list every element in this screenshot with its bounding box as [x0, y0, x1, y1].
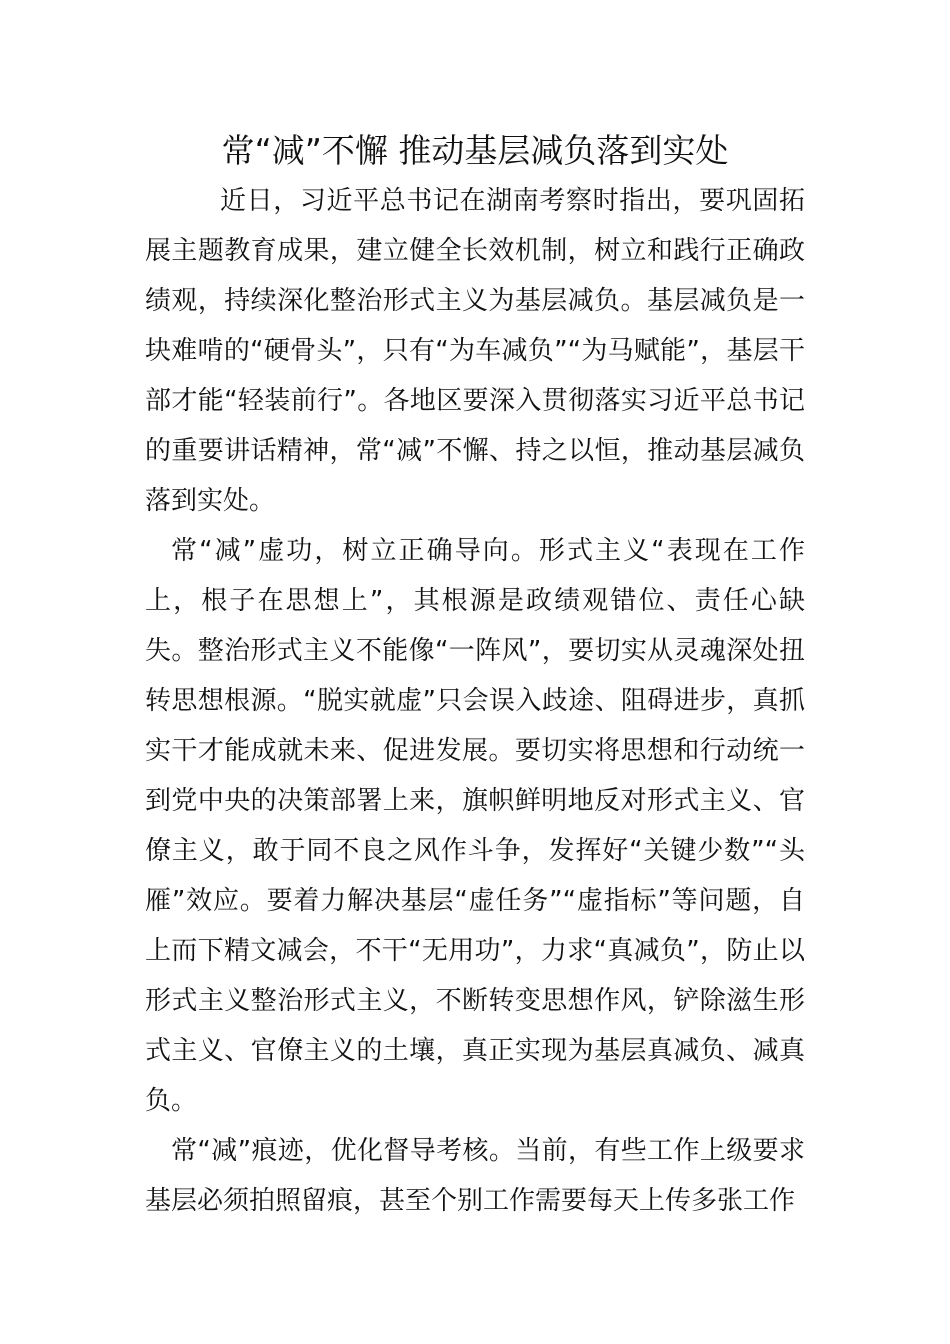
document-title: 常“减”不懈 推动基层减负落到实处	[221, 131, 729, 170]
document-body	[145, 176, 805, 1226]
paragraph-section-2: 常“减”痕迹，优化督导考核。当前，有些工作上级要求基层必须拍照留痕，甚至个别工作需要每天上传多张工作	[145, 1136, 805, 1216]
paragraph-intro: 近日，习近平总书记在湖南考察时指出，要巩固拓展主题教育成果，建立健全长效机制，树立和践行正确政绩观，持续深化整治形式主义为基层减负。基层减负是一块难啃的“硬骨头”，只有“为车减负”“为马赋能”，基层干部才能“轻装前行”。各地区要深入贯彻落实习近平总书记的重要讲话精神，常“减”不懈、持之以恒，推动基层减负落到实处。	[145, 186, 805, 516]
paragraph-section-1: 常“减”虚功，树立正确导向。形式主义“表现在工作上，根子在思想上”，其根源是政绩观错位、责任心缺失。整治形式主义不能像“一阵风”，要切实从灵魂深处扭转思想根源。“脱实就虚”只会误入歧途、阻碍进步，真抓实干才能成就未来、促进发展。要切实将思想和行动统一到党中央的决策部署上来，旗帜鲜明地反对形式主义、官僚主义，敢于同不良之风作斗争，发挥好“关键少数”“头雁”效应。要着力解决基层“虚任务”“虚指标”等问题，自上而下精文减会，不干“无用功”，力求“真减负”，防止以形式主义整治形式主义，不断转变思想作风，铲除滋生形式主义、官僚主义的土壤，真正实现为基层真减负、减真负。	[145, 536, 805, 1116]
